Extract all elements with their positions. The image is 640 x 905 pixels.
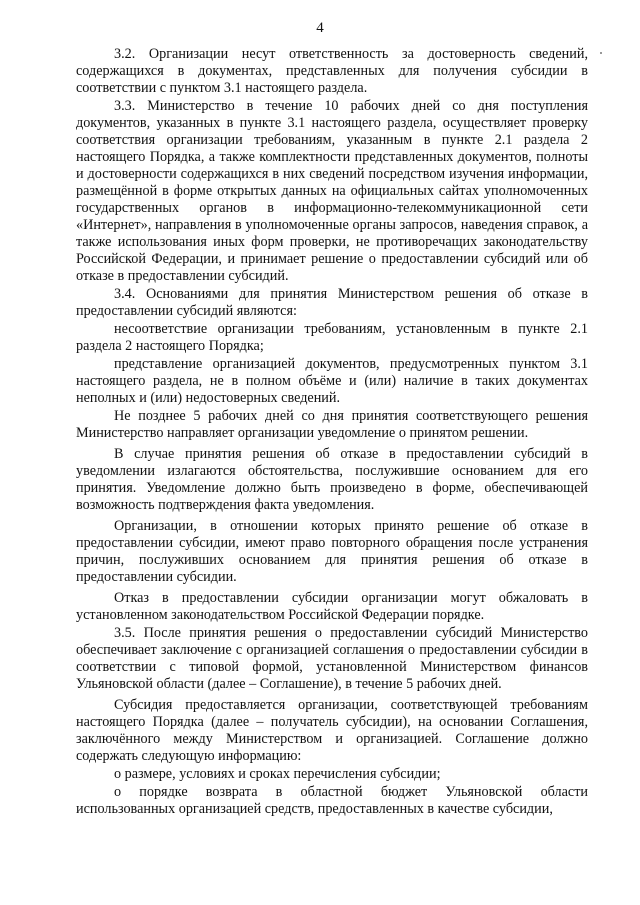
paragraph-3-3: 3.3. Министерство в течение 10 рабочих дней со дня поступления документов, указанных в пункте 3.1 настоящего раздела, осуществляет проверку соответствия организации требованиям, указанным в пункте 2.1 раздела 2 настоящего Порядка, а также комплектности представленных документов, полноты и достоверности содержащихся в них сведений посредством изучения информации, размещённой в форме открытых данных на официальных сайтах уполномоченных государственных органов в информационно-телекоммуникационной сети «Интернет», направления в уполномоченные органы запросов, наведения справок, а также использования иных форм проверки, не противоречащих законодательству Российской Федерации, и принимает решение о предоставлении субсидий или об отказе в предоставлении субсидий. [76,98,588,284]
document-body [76,46,588,819]
paragraph-3-4: 3.4. Основаниями для принятия Министерством решения об отказе в предоставлении субсидий являются: [76,286,588,319]
paragraph-info-1: о размере, условиях и сроках перечисления субсидии; [114,766,441,782]
paragraph-3-5: 3.5. После принятия решения о предоставлении субсидий Министерство обеспечивает заключение с организацией соглашения о предоставлении субсидии в соответствии с типовой формой, установленной Министерством финансов Ульяновской области (далее – Соглашение), в течение 5 рабочих дней. [76,625,588,692]
paragraph-agreement: Субсидия предоставляется организации, соответствующей требованиям настоящего Порядка (далее – получатель субсидии), на основании Соглашения, заключённого между Министерством и организацией. Соглашение должно содержать следующую информацию: [76,697,588,764]
paragraph-repeat-application: Организации, в отношении которых принято решение об отказе в предоставлении субсидии, имеют право повторного обращения после устранения причин, послуживших основанием для принятия решения об отказе в предоставлении субсидии. [76,518,588,585]
paragraph-refusal-notification: В случае принятия решения об отказе в предоставлении субсидий в уведомлении излагаются обстоятельства, послужившие основанием для его принятия. Уведомление должно быть произведено в форме, обеспечивающей возможность подтверждения факта уведомления. [76,446,588,513]
paragraph-notification-deadline: Не позднее 5 рабочих дней со дня принятия соответствующего решения Министерство направляет организации уведомление о принятом решении. [76,408,588,441]
margin-mark [600,52,602,54]
paragraph-reason-2: представление организацией документов, предусмотренных пунктом 3.1 настоящего раздела, не в полном объёме и (или) наличие в таких документах неполных и (или) недостоверных сведений. [76,356,588,406]
paragraph-info-2: о порядке возврата в областной бюджет Ульяновской области использованных организацией средств, предоставленных в качестве субсидии, [76,784,588,817]
paragraph-appeal: Отказ в предоставлении субсидии организации могут обжаловать в установленном законодательством Российской Федерации порядке. [76,590,588,623]
page-number: 4 [316,20,324,36]
paragraph-reason-1: несоответствие организации требованиям, установленным в пункте 2.1 раздела 2 настоящего Порядка; [76,321,588,354]
paragraph-3-2: 3.2. Организации несут ответственность за достоверность сведений, содержащихся в документах, представленных для получения субсидии в соответствии с пунктом 3.1 настоящего раздела. [76,46,588,96]
